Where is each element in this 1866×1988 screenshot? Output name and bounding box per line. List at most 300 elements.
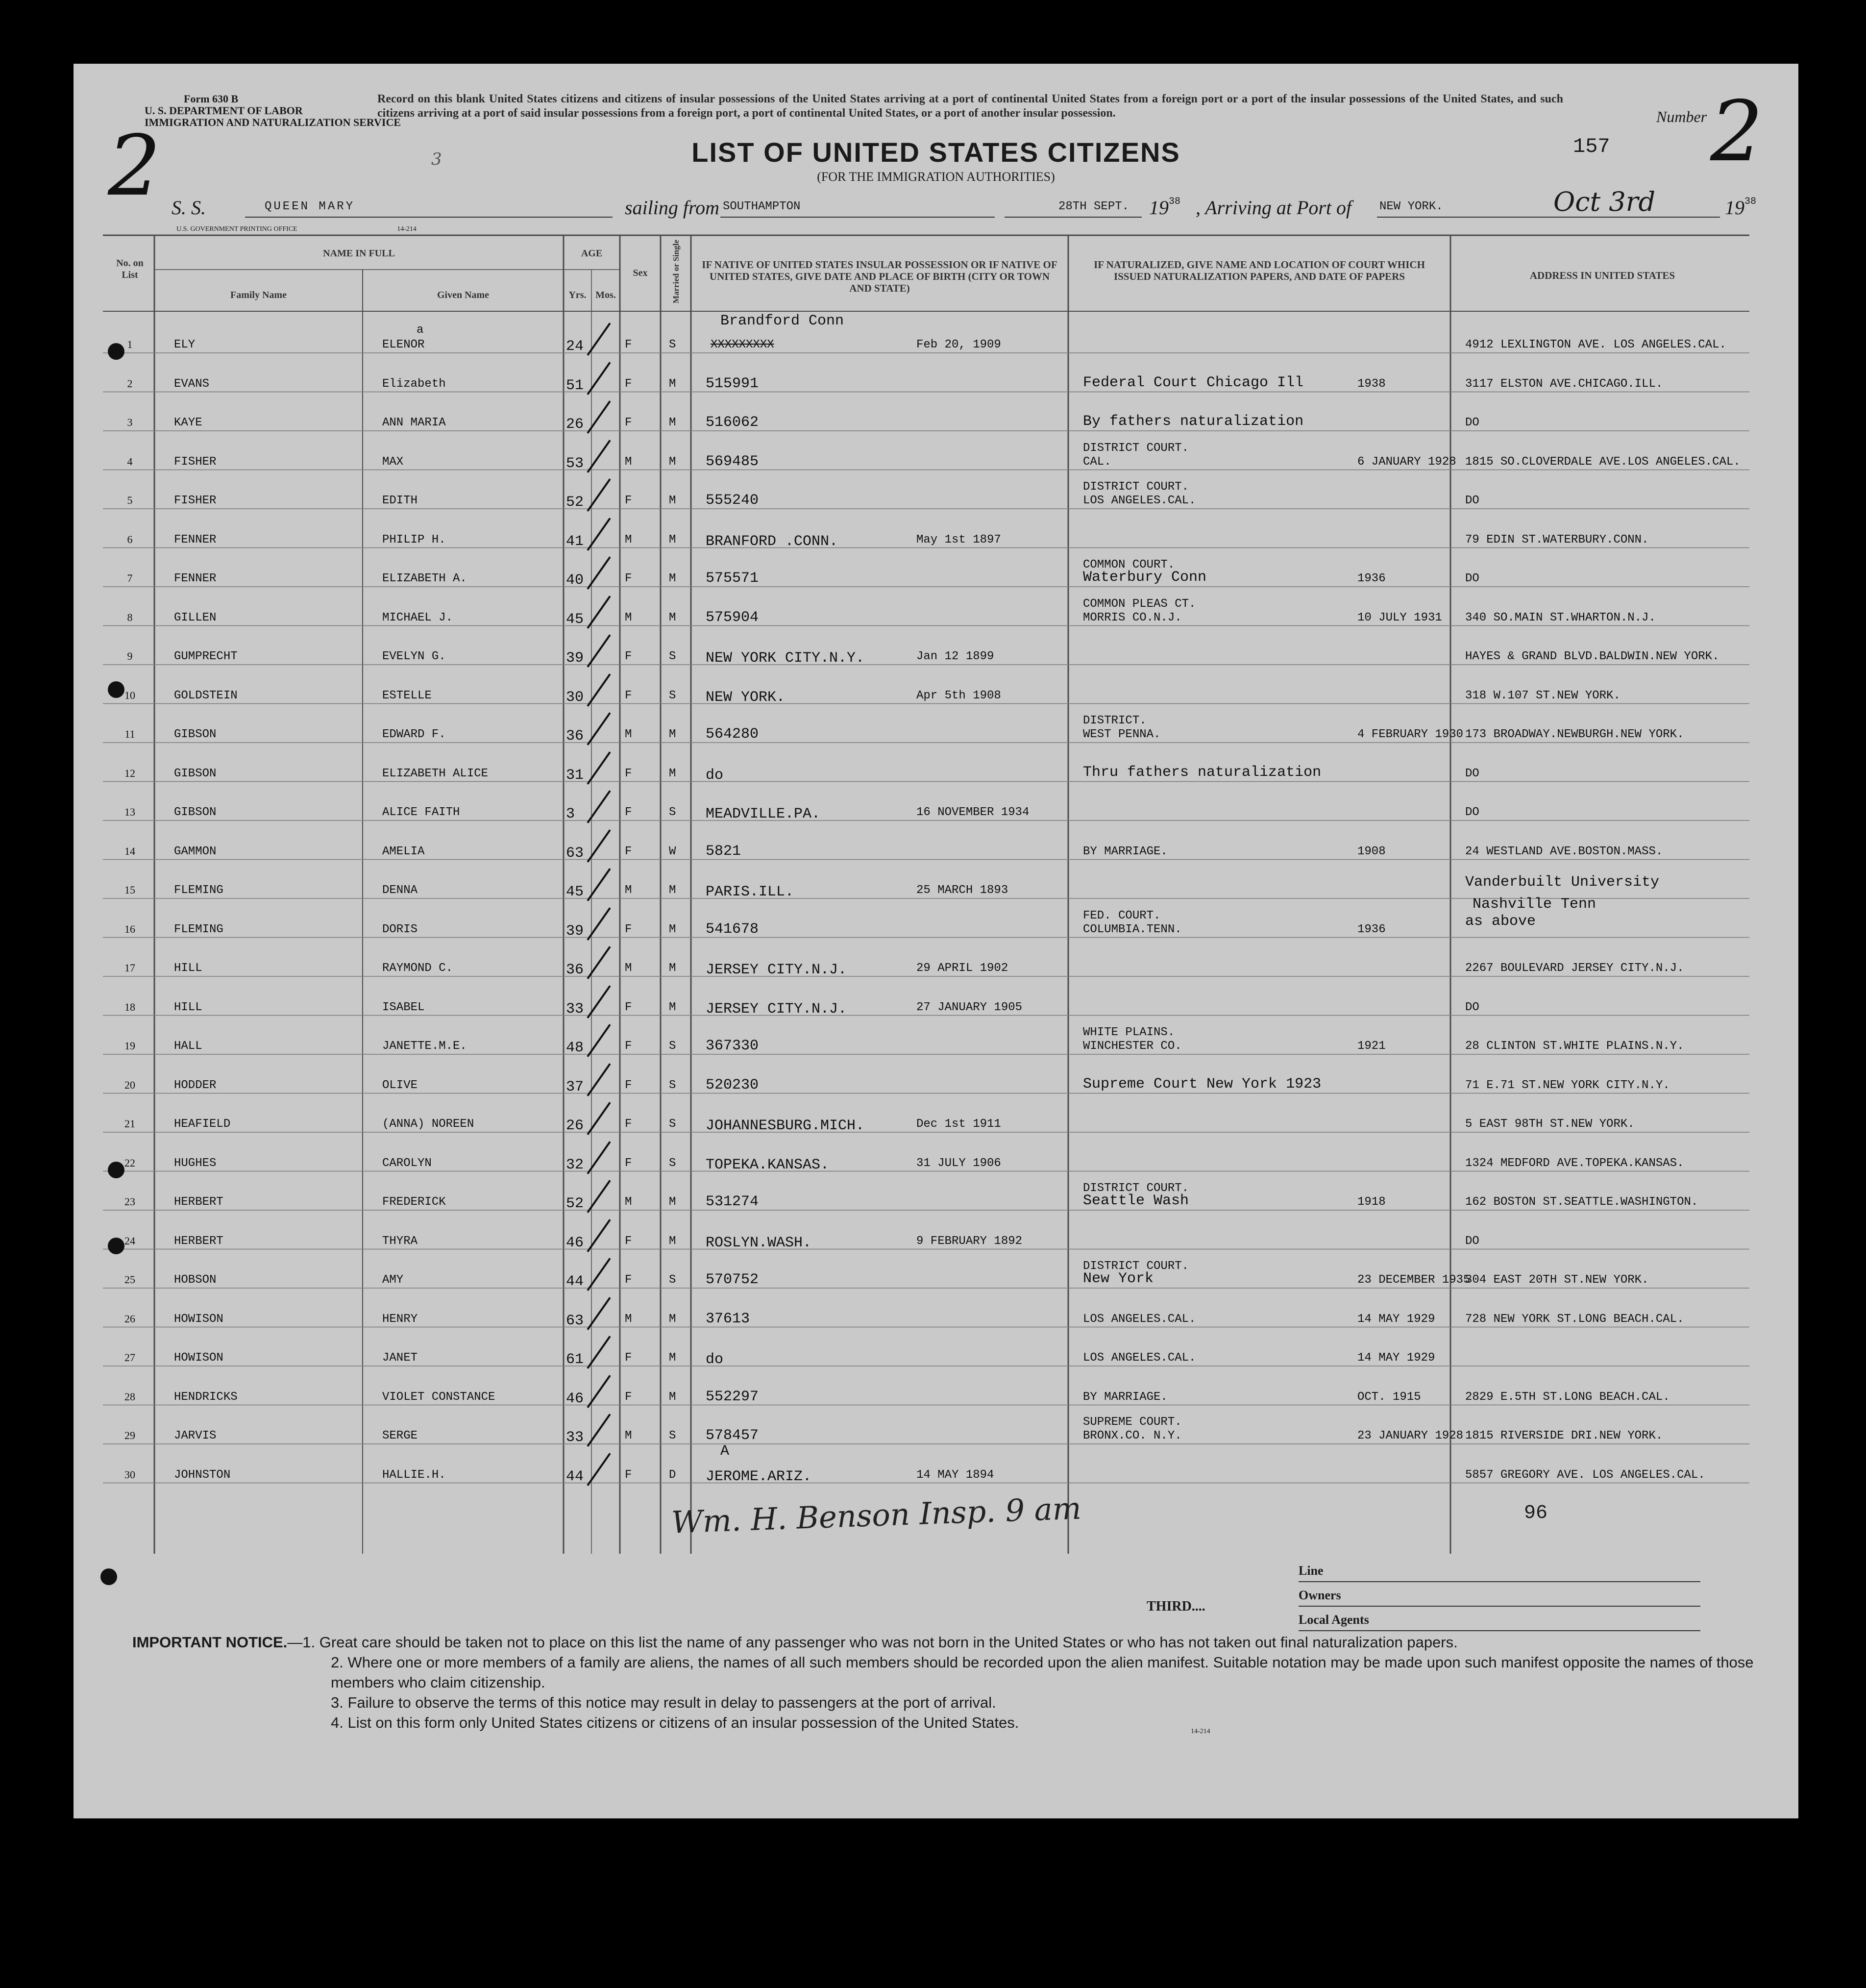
birth-place: 552297 xyxy=(706,1388,759,1405)
us-address: 2829 E.5TH ST.LONG BEACH.CAL. xyxy=(1465,1390,1670,1404)
sex: F xyxy=(625,1273,632,1287)
birth-place: BRANFORD .CONN. xyxy=(706,533,838,550)
birth-place: do xyxy=(706,767,724,784)
given-name: SERGE xyxy=(382,1429,418,1442)
naturalization-date: 6 JANUARY 1928 xyxy=(1357,455,1456,469)
family-name: EVANS xyxy=(174,377,210,391)
us-address: DO xyxy=(1465,416,1479,429)
family-name: GILLEN xyxy=(174,611,217,624)
court-line-1: FED. COURT. xyxy=(1083,909,1161,922)
birth-date: 9 FEBRUARY 1892 xyxy=(916,1234,1023,1248)
age-years: 44 xyxy=(566,1273,584,1290)
birth-date: Dec 1st 1911 xyxy=(916,1118,1001,1131)
family-name: FISHER xyxy=(174,494,217,507)
birth-place: JERSEY CITY.N.J. xyxy=(706,1000,847,1018)
important-notice xyxy=(132,1632,1764,1733)
birth-place: MEADVILLE.PA. xyxy=(706,806,821,822)
age-years: 36 xyxy=(566,728,584,745)
marital-status: M xyxy=(669,611,676,624)
court-line-2: Waterbury Conn xyxy=(1083,569,1207,586)
marital-status: M xyxy=(669,1390,676,1404)
row-number: 9 xyxy=(127,650,133,662)
court-line-2: Thru fathers naturalization xyxy=(1083,764,1322,781)
age-years: 61 xyxy=(566,1351,584,1368)
naturalization-date: 1936 xyxy=(1357,922,1386,936)
family-name: GOLDSTEIN xyxy=(174,689,238,702)
sex: F xyxy=(625,1351,632,1365)
given-name: EDWARD F. xyxy=(382,728,446,741)
court-line-2: Supreme Court New York 1923 xyxy=(1083,1075,1322,1093)
naturalization-date: 1918 xyxy=(1357,1195,1386,1209)
age-years: 30 xyxy=(566,689,584,706)
notice-4: 4. List on this form only United States citizens or citizens of an insular possession of the United States. xyxy=(331,1714,1019,1731)
sex: F xyxy=(625,494,632,507)
family-name: HUGHES xyxy=(174,1156,217,1170)
marital-status: M xyxy=(669,728,676,741)
marital-status: M xyxy=(669,962,676,975)
sex: F xyxy=(625,806,632,819)
court-line-2: LOS ANGELES.CAL. xyxy=(1083,494,1196,507)
court-line-1: DISTRICT COURT. xyxy=(1083,480,1189,494)
footer-form-code: 14-214 xyxy=(1191,1728,1210,1735)
us-address: DO xyxy=(1465,494,1479,507)
birth-place: 37613 xyxy=(706,1310,750,1327)
age-years: 39 xyxy=(566,922,584,940)
birth-place: 569485 xyxy=(706,453,759,470)
header-family-name: Family Name xyxy=(230,290,287,300)
birth-date: 14 MAY 1894 xyxy=(916,1468,994,1482)
court-line-2: Federal Court Chicago Ill xyxy=(1083,374,1304,391)
family-name: ELY xyxy=(174,338,196,351)
row-number: 19 xyxy=(124,1040,135,1052)
birth-place: 516062 xyxy=(706,414,759,431)
birth-place: NEW YORK. xyxy=(706,689,786,706)
row-number: 28 xyxy=(124,1390,135,1403)
agents-field xyxy=(1299,1613,1700,1631)
sex: F xyxy=(625,1390,632,1404)
row-number: 20 xyxy=(124,1078,135,1091)
marital-status: M xyxy=(669,572,676,585)
us-address: 162 BOSTON ST.SEATTLE.WASHINGTON. xyxy=(1465,1195,1698,1209)
line-label: Line xyxy=(1299,1564,1324,1578)
birth-date: 31 JULY 1906 xyxy=(916,1156,1001,1170)
given-name: DENNA xyxy=(382,884,418,897)
birth-date: 16 NOVEMBER 1934 xyxy=(916,806,1030,819)
birth-place: TOPEKA.KANSAS. xyxy=(706,1156,830,1173)
court-line-1: DISTRICT COURT. xyxy=(1083,1182,1189,1195)
row-number: 22 xyxy=(124,1156,135,1169)
sex: M xyxy=(625,1195,632,1209)
marital-status: M xyxy=(669,767,676,780)
age-years: 33 xyxy=(566,1429,584,1446)
form-number: Form 630 B xyxy=(184,93,239,105)
marital-status: M xyxy=(669,1234,676,1248)
court-line-1: SUPREME COURT. xyxy=(1083,1416,1182,1429)
given-name-annotation: a xyxy=(417,323,424,337)
row-number: 10 xyxy=(124,689,135,701)
row-number: 1 xyxy=(127,338,133,350)
age-years: 51 xyxy=(566,377,584,394)
us-address: 79 EDIN ST.WATERBURY.CONN. xyxy=(1465,533,1649,547)
punch-hole xyxy=(108,1162,124,1178)
printing-note-text: U.S. GOVERNMENT PRINTING OFFICE xyxy=(176,225,297,233)
family-name: HERBERT xyxy=(174,1234,223,1248)
birth-place: 575571 xyxy=(706,570,759,587)
naturalization-date: 23 DECEMBER 1935 xyxy=(1357,1273,1471,1287)
row-number: 12 xyxy=(124,767,135,779)
birth-date: 25 MARCH 1893 xyxy=(916,884,1008,897)
naturalization-date: 14 MAY 1929 xyxy=(1357,1351,1435,1365)
row-number: 3 xyxy=(127,416,133,428)
pencil-mark: 3 xyxy=(431,149,442,169)
family-name: HOWISON xyxy=(174,1312,223,1326)
sex: F xyxy=(625,650,632,663)
us-address: DO xyxy=(1465,806,1479,819)
age-years: 40 xyxy=(566,572,584,589)
header-name-in-full: NAME IN FULL xyxy=(323,248,395,259)
given-name: ANN MARIA xyxy=(382,416,446,429)
court-line-2: BRONX.CO. N.Y. xyxy=(1083,1429,1182,1442)
birth-place-annotation: A xyxy=(720,1442,730,1460)
age-years: 52 xyxy=(566,1195,584,1212)
age-years: 63 xyxy=(566,845,584,862)
age-years: 33 xyxy=(566,1000,584,1018)
age-years: 63 xyxy=(566,1312,584,1329)
birth-date: May 1st 1897 xyxy=(916,533,1001,547)
court-line-2: WINCHESTER CO. xyxy=(1083,1040,1182,1053)
notice-2: 2. Where one or more members of a family are aliens, the names of all such members should be recorded upon the alien manifest. Suitable notation may be made upon such manifest opposite the names of those members who claim citizenship. xyxy=(331,1654,1754,1691)
service-name: IMMIGRATION AND NATURALIZATION SERVICE xyxy=(145,116,401,128)
age-years: 44 xyxy=(566,1468,584,1485)
given-name: Elizabeth xyxy=(382,377,446,391)
sex: F xyxy=(625,1234,632,1248)
birth-place: 541678 xyxy=(706,920,759,938)
birth-place: NEW YORK CITY.N.Y. xyxy=(706,650,865,667)
sex: M xyxy=(625,1312,632,1326)
sex: F xyxy=(625,377,632,391)
given-name: ELENOR xyxy=(382,338,425,351)
row-number: 29 xyxy=(124,1429,135,1441)
number-label: Number xyxy=(1656,108,1707,125)
us-address: 173 BROADWAY.NEWBURGH.NEW YORK. xyxy=(1465,728,1684,741)
sex: F xyxy=(625,1156,632,1170)
passenger-total: 96 xyxy=(1524,1502,1548,1524)
given-name: ELIZABETH A. xyxy=(382,572,467,585)
marital-status: M xyxy=(669,494,676,507)
row-number: 13 xyxy=(124,806,135,818)
marital-status: S xyxy=(669,1429,676,1442)
inspector-signature: Wm. H. Benson Insp. 9 am xyxy=(670,1490,1082,1541)
marital-status: D xyxy=(669,1468,676,1482)
family-name: HILL xyxy=(174,962,202,975)
arrive-year-prefix: 19 xyxy=(1725,197,1744,219)
row-number: 30 xyxy=(124,1468,135,1481)
given-name: RAYMOND C. xyxy=(382,962,453,975)
marital-status: S xyxy=(669,1273,676,1287)
given-name: EDITH xyxy=(382,494,418,507)
court-line-2: BY MARRIAGE. xyxy=(1083,1390,1168,1404)
arriving-label: , Arriving at Port of xyxy=(1196,197,1352,219)
record-instructions: Record on this blank United States citizens and citizens of insular possessions of the United States arriving at a port of continental United States from a foreign port or a port of the insular possessions of the United States, and such citizens arriving at a port of said insular possessions from a foreign port, a port of continental United States, or a port of another insular possession. xyxy=(377,93,1563,120)
birth-place: 564280 xyxy=(706,726,759,743)
family-name: GIBSON xyxy=(174,806,217,819)
court-line-1: WHITE PLAINS. xyxy=(1083,1026,1175,1039)
court-line-2: Seattle Wash xyxy=(1083,1193,1189,1209)
marital-status: S xyxy=(669,1156,676,1170)
us-address: as above xyxy=(1465,913,1536,930)
sex: M xyxy=(625,728,632,741)
birth-place: 367330 xyxy=(706,1038,759,1054)
row-number: 17 xyxy=(124,962,135,974)
header-naturalized: IF NATURALIZED, GIVE NAME AND LOCATION OF COURT WHICH ISSUED NATURALIZATION PAPERS, AND DATE OF PAPERS xyxy=(1094,259,1425,282)
family-name: FENNER xyxy=(174,533,217,547)
sex: F xyxy=(625,689,632,702)
sex: M xyxy=(625,455,632,469)
court-line-1: DISTRICT COURT. xyxy=(1083,441,1189,455)
naturalization-date: 10 JULY 1931 xyxy=(1357,611,1442,624)
birth-place-annotation: Brandford Conn xyxy=(720,313,844,329)
family-name: HOWISON xyxy=(174,1351,223,1365)
table-grid xyxy=(74,64,1798,1818)
family-name: HEAFIELD xyxy=(174,1118,231,1131)
header-no: No. on List xyxy=(116,258,144,280)
header-given-name: Given Name xyxy=(437,290,490,300)
given-name: EVELYN G. xyxy=(382,650,446,663)
header-yrs: Yrs. xyxy=(568,290,587,300)
header-marital: Married or Single xyxy=(671,240,681,303)
naturalization-date: 1908 xyxy=(1357,845,1386,858)
row-number: 11 xyxy=(124,728,135,740)
us-address: 318 W.107 ST.NEW YORK. xyxy=(1465,689,1620,702)
given-name: HALLIE.H. xyxy=(382,1468,446,1482)
row-number: 8 xyxy=(127,611,133,623)
us-address: DO xyxy=(1465,767,1479,780)
family-name: HERBERT xyxy=(174,1195,223,1209)
court-line-1: DISTRICT. xyxy=(1083,714,1147,727)
family-name: FENNER xyxy=(174,572,217,585)
court-line-2: CAL. xyxy=(1083,455,1111,469)
age-years: 26 xyxy=(566,416,584,433)
family-name: HODDER xyxy=(174,1078,217,1092)
sex: F xyxy=(625,1468,632,1482)
sailing-from: SOUTHAMPTON xyxy=(723,200,801,213)
marital-status: M xyxy=(669,1195,676,1209)
us-address: 1815 SO.CLOVERDALE AVE.LOS ANGELES.CAL. xyxy=(1465,455,1741,469)
us-address: DO xyxy=(1465,572,1479,585)
row-number: 15 xyxy=(124,884,135,896)
age-years: 3 xyxy=(566,806,575,822)
given-name: CAROLYN xyxy=(382,1156,432,1170)
family-name: JARVIS xyxy=(174,1429,217,1442)
punch-hole xyxy=(108,1238,124,1254)
given-name: JANETTE.M.E. xyxy=(382,1040,467,1053)
birth-place: 520230 xyxy=(706,1076,759,1093)
row-number: 26 xyxy=(124,1312,135,1325)
given-name: VIOLET CONSTANCE xyxy=(382,1390,495,1404)
court-line-1: COMMON PLEAS CT. xyxy=(1083,597,1196,611)
header-birth: IF NATIVE OF UNITED STATES INSULAR POSSESSION OR IF NATIVE OF UNITED STATES, GIVE DATE AND PLACE OF BIRTH (CITY OR TOWN AND STATE) xyxy=(702,259,1057,294)
marital-status: M xyxy=(669,1351,676,1365)
birth-place: ROSLYN.WASH. xyxy=(706,1234,812,1251)
us-address: Vanderbuilt University xyxy=(1465,874,1660,891)
manifest-page xyxy=(74,64,1798,1818)
birth-date: Jan 12 1899 xyxy=(916,650,994,663)
given-name: ALICE FAITH xyxy=(382,806,460,819)
naturalization-date: 1921 xyxy=(1357,1040,1386,1053)
naturalization-date: 1936 xyxy=(1357,572,1386,585)
owners-label: Owners xyxy=(1299,1588,1341,1602)
marital-status: M xyxy=(669,455,676,469)
court-line-2: COLUMBIA.TENN. xyxy=(1083,922,1182,936)
family-name: KAYE xyxy=(174,416,202,429)
marital-status: S xyxy=(669,689,676,702)
marital-status: S xyxy=(669,1118,676,1131)
us-address: 24 WESTLAND AVE.BOSTON.MASS. xyxy=(1465,845,1663,858)
depart-year-value: 38 xyxy=(1169,196,1181,207)
us-address: 1324 MEDFORD AVE.TOPEKA.KANSAS. xyxy=(1465,1156,1684,1170)
birth-place-struck: XXXXXXXXX xyxy=(711,338,774,351)
notice-1-text: —1. Great care should be taken not to place on this list the name of any passenger who was not born in the United States or who has not taken out final naturalization papers. xyxy=(287,1634,1458,1651)
us-address: 728 NEW YORK ST.LONG BEACH.CAL. xyxy=(1465,1312,1684,1326)
family-name: HALL xyxy=(174,1040,202,1053)
family-name: FISHER xyxy=(174,455,217,469)
marital-status: S xyxy=(669,338,676,351)
birth-place: 531274 xyxy=(706,1193,759,1210)
page-subtitle: (FOR THE IMMIGRATION AUTHORITIES) xyxy=(817,170,1055,184)
header-address: ADDRESS IN UNITED STATES xyxy=(1529,270,1675,281)
court-line-1: COMMON COURT. xyxy=(1083,558,1175,572)
court-line-2: LOS ANGELES.CAL. xyxy=(1083,1312,1196,1326)
stamp-number: 157 xyxy=(1573,135,1610,158)
address-annotation: Nashville Tenn xyxy=(1473,895,1596,913)
given-name: MAX xyxy=(382,455,404,469)
us-address: DO xyxy=(1465,1000,1479,1014)
header-sex: Sex xyxy=(633,268,648,278)
given-name: FREDERICK xyxy=(382,1195,446,1209)
sex: F xyxy=(625,1118,632,1131)
birth-date: 27 JANUARY 1905 xyxy=(916,1000,1023,1014)
naturalization-date: 4 FEBRUARY 1930 xyxy=(1357,728,1464,741)
court-line-2: New York xyxy=(1083,1270,1154,1287)
row-number: 5 xyxy=(127,494,133,506)
sex: F xyxy=(625,1040,632,1053)
family-name: GIBSON xyxy=(174,728,217,741)
naturalization-date: 1938 xyxy=(1357,377,1386,391)
birth-date: 29 APRIL 1902 xyxy=(916,962,1008,975)
ss-label: S. S. xyxy=(172,197,206,219)
marital-status: M xyxy=(669,533,676,547)
marital-status: M xyxy=(669,377,676,391)
row-number: 2 xyxy=(127,377,133,390)
birth-place: 515991 xyxy=(706,375,759,392)
family-name: FLEMING xyxy=(174,922,223,936)
age-years: 46 xyxy=(566,1390,584,1407)
given-name: JANET xyxy=(382,1351,418,1365)
row-number: 23 xyxy=(124,1195,135,1208)
marital-status: S xyxy=(669,806,676,819)
age-years: 26 xyxy=(566,1118,584,1134)
court-line-1: DISTRICT COURT. xyxy=(1083,1260,1189,1273)
notice-1 xyxy=(132,1632,1764,1652)
birth-place: JERSEY CITY.N.J. xyxy=(706,962,847,978)
us-address: 5857 GREGORY AVE. LOS ANGELES.CAL. xyxy=(1465,1468,1705,1482)
row-number: 4 xyxy=(127,455,133,468)
row-number: 27 xyxy=(124,1351,135,1364)
naturalization-date: 14 MAY 1929 xyxy=(1357,1312,1435,1326)
punch-hole xyxy=(100,1568,117,1585)
sex: M xyxy=(625,1429,632,1442)
age-years: 45 xyxy=(566,884,584,900)
age-years: 24 xyxy=(566,338,584,355)
family-name: JOHNSTON xyxy=(174,1468,231,1482)
department-name: U. S. DEPARTMENT OF LABOR xyxy=(145,104,303,117)
marital-status: M xyxy=(669,922,676,936)
family-name: HENDRICKS xyxy=(174,1390,238,1404)
us-address: 4912 LEXLINGTON AVE. LOS ANGELES.CAL. xyxy=(1465,338,1726,351)
us-address: 71 E.71 ST.NEW YORK CITY.N.Y. xyxy=(1465,1078,1670,1092)
family-name: GAMMON xyxy=(174,845,217,858)
age-years: 36 xyxy=(566,962,584,978)
ship-name: QUEEN MARY xyxy=(265,200,355,213)
age-years: 45 xyxy=(566,611,584,628)
punch-hole xyxy=(108,343,124,360)
punch-hole xyxy=(108,681,124,698)
age-years: 46 xyxy=(566,1234,584,1251)
corner-handwritten-number: 2 xyxy=(108,118,161,215)
naturalization-date: OCT. 1915 xyxy=(1357,1390,1421,1404)
birth-place: 575904 xyxy=(706,609,759,626)
given-name: ESTELLE xyxy=(382,689,432,702)
given-name: ISABEL xyxy=(382,1000,425,1014)
birth-place: 578457 xyxy=(706,1427,759,1444)
birth-place: 570752 xyxy=(706,1271,759,1288)
birth-place: do xyxy=(706,1351,724,1368)
us-address: 340 SO.MAIN ST.WHARTON.N.J. xyxy=(1465,611,1656,624)
marital-status: M xyxy=(669,1000,676,1014)
birth-place: PARIS.ILL. xyxy=(706,884,794,900)
marital-status: S xyxy=(669,650,676,663)
court-line-2: MORRIS CO.N.J. xyxy=(1083,611,1182,624)
birth-place: 5821 xyxy=(706,843,741,860)
row-number: 16 xyxy=(124,922,135,935)
family-name: HILL xyxy=(174,1000,202,1014)
arrive-year-value: 38 xyxy=(1744,196,1757,207)
marital-status: S xyxy=(669,1040,676,1053)
sex: M xyxy=(625,611,632,624)
birth-place: JEROME.ARIZ. xyxy=(706,1468,812,1485)
us-address: 5 EAST 98TH ST.NEW YORK. xyxy=(1465,1118,1635,1131)
birth-place: JOHANNESBURG.MICH. xyxy=(706,1118,865,1134)
birth-place: 555240 xyxy=(706,492,759,509)
print-code: 14-214 xyxy=(397,225,417,233)
number-value: 2 xyxy=(1710,83,1764,180)
us-address: 3117 ELSTON AVE.CHICAGO.ILL. xyxy=(1465,377,1663,391)
given-name: ELIZABETH ALICE xyxy=(382,767,489,780)
given-name: (ANNA) NOREEN xyxy=(382,1118,474,1131)
given-name: AMELIA xyxy=(382,845,425,858)
given-name: MICHAEL J. xyxy=(382,611,453,624)
sex: F xyxy=(625,845,632,858)
row-number: 24 xyxy=(124,1234,135,1247)
marital-status: M xyxy=(669,416,676,429)
sex: F xyxy=(625,338,632,351)
notice-label: IMPORTANT NOTICE. xyxy=(132,1634,288,1651)
given-name: DORIS xyxy=(382,922,418,936)
us-address: DO xyxy=(1465,1234,1479,1248)
sex: F xyxy=(625,416,632,429)
sex: M xyxy=(625,884,632,897)
age-years: 41 xyxy=(566,533,584,550)
